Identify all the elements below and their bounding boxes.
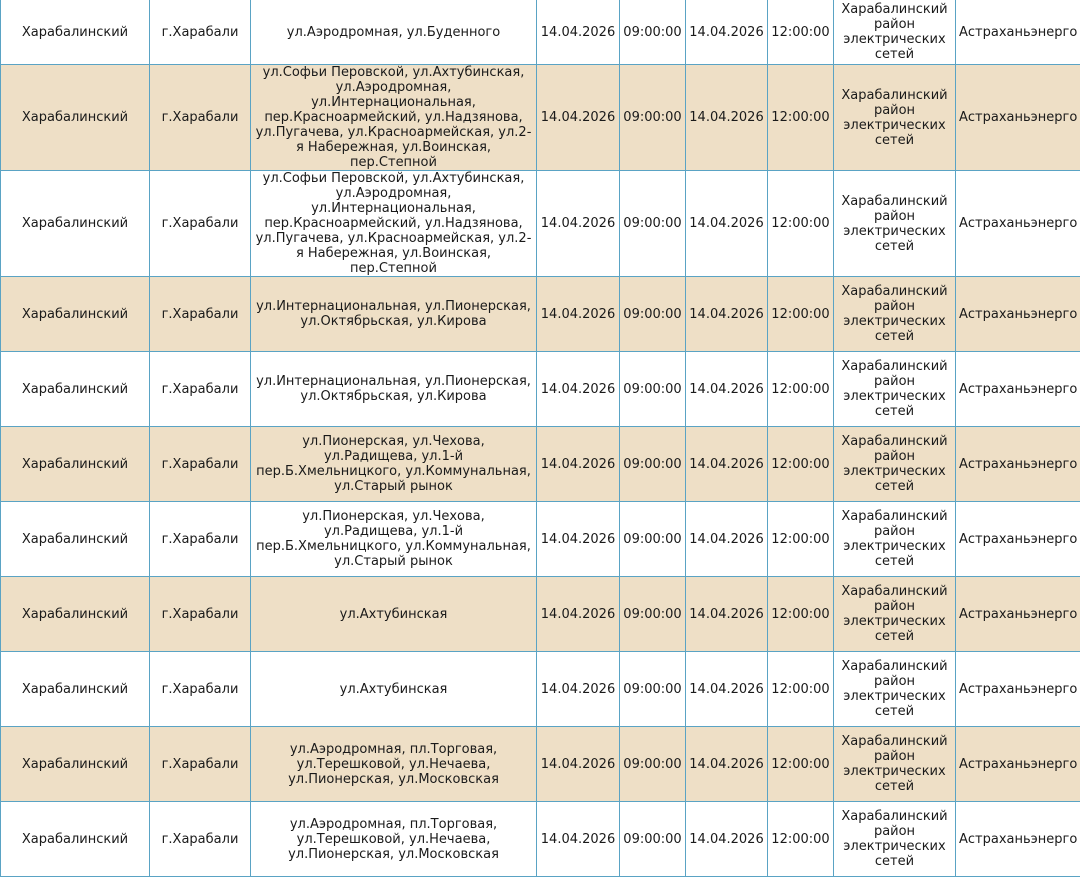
streets-cell: ул.Аэродромная, пл.Торговая, ул.Терешковой, ул.Нечаева, ул.Пионерская, ул.Московская — [251, 802, 537, 877]
table-row — [1, 171, 1080, 277]
town-cell: г.Харабали — [150, 0, 251, 65]
table-row — [1, 65, 1080, 171]
start-date-cell: 14.04.2026 — [537, 0, 620, 65]
start-time-cell: 09:00:00 — [620, 802, 686, 877]
streets-cell: ул.Софьи Перовской, ул.Ахтубинская, ул.Аэродромная, ул.Интернациональная, пер.Красноармейский, ул.Надзянова, ул.Пугачева, ул.Красноармейская, ул.2-я Набережная, ул.Воинская, пер.Степной — [251, 171, 537, 277]
start-date-cell: 14.04.2026 — [537, 802, 620, 877]
start-time-cell: 09:00:00 — [620, 171, 686, 277]
streets-cell: ул.Аэродромная, пл.Торговая, ул.Терешковой, ул.Нечаева, ул.Пионерская, ул.Московская — [251, 727, 537, 802]
end-time-cell: 12:00:00 — [768, 577, 834, 652]
table-row — [1, 727, 1080, 802]
end-time-cell: 12:00:00 — [768, 652, 834, 727]
start-time-cell: 09:00:00 — [620, 0, 686, 65]
start-time-cell: 09:00:00 — [620, 502, 686, 577]
outage-table-body — [1, 0, 1080, 877]
district-cell: Харабалинский — [1, 427, 150, 502]
streets-cell: ул.Ахтубинская — [251, 652, 537, 727]
end-date-cell: 14.04.2026 — [686, 171, 768, 277]
district-cell: Харабалинский — [1, 652, 150, 727]
end-date-cell: 14.04.2026 — [686, 65, 768, 171]
town-cell: г.Харабали — [150, 352, 251, 427]
table-row — [1, 277, 1080, 352]
end-time-cell: 12:00:00 — [768, 0, 834, 65]
organization-cell: Астраханьэнерго — [956, 427, 1080, 502]
start-date-cell: 14.04.2026 — [537, 277, 620, 352]
end-date-cell: 14.04.2026 — [686, 427, 768, 502]
end-time-cell: 12:00:00 — [768, 65, 834, 171]
end-date-cell: 14.04.2026 — [686, 352, 768, 427]
streets-cell: ул.Софьи Перовской, ул.Ахтубинская, ул.Аэродромная, ул.Интернациональная, пер.Красноармейский, ул.Надзянова, ул.Пугачева, ул.Красноармейская, ул.2-я Набережная, ул.Воинская, пер.Степной — [251, 65, 537, 171]
start-date-cell: 14.04.2026 — [537, 171, 620, 277]
streets-cell: ул.Пионерская, ул.Чехова, ул.Радищева, ул.1-й пер.Б.Хмельницкого, ул.Коммунальная, ул.Старый рынок — [251, 502, 537, 577]
end-time-cell: 12:00:00 — [768, 277, 834, 352]
end-date-cell: 14.04.2026 — [686, 652, 768, 727]
district-cell: Харабалинский — [1, 65, 150, 171]
district-cell: Харабалинский — [1, 277, 150, 352]
table-row — [1, 352, 1080, 427]
network-cell: Харабалинский район электрических сетей — [834, 652, 956, 727]
start-date-cell: 14.04.2026 — [537, 502, 620, 577]
start-time-cell: 09:00:00 — [620, 65, 686, 171]
town-cell: г.Харабали — [150, 577, 251, 652]
network-cell: Харабалинский район электрических сетей — [834, 502, 956, 577]
district-cell: Харабалинский — [1, 802, 150, 877]
town-cell: г.Харабали — [150, 802, 251, 877]
district-cell: Харабалинский — [1, 727, 150, 802]
organization-cell: Астраханьэнерго — [956, 652, 1080, 727]
table-row — [1, 427, 1080, 502]
start-time-cell: 09:00:00 — [620, 577, 686, 652]
start-date-cell: 14.04.2026 — [537, 727, 620, 802]
streets-cell: ул.Интернациональная, ул.Пионерская, ул.Октябрьская, ул.Кирова — [251, 352, 537, 427]
town-cell: г.Харабали — [150, 65, 251, 171]
streets-cell: ул.Ахтубинская — [251, 577, 537, 652]
end-date-cell: 14.04.2026 — [686, 802, 768, 877]
end-date-cell: 14.04.2026 — [686, 577, 768, 652]
table-row — [1, 0, 1080, 65]
organization-cell: Астраханьэнерго — [956, 277, 1080, 352]
organization-cell: Астраханьэнерго — [956, 502, 1080, 577]
end-time-cell: 12:00:00 — [768, 802, 834, 877]
table-row — [1, 652, 1080, 727]
start-date-cell: 14.04.2026 — [537, 65, 620, 171]
start-date-cell: 14.04.2026 — [537, 352, 620, 427]
start-date-cell: 14.04.2026 — [537, 427, 620, 502]
network-cell: Харабалинский район электрических сетей — [834, 727, 956, 802]
start-time-cell: 09:00:00 — [620, 427, 686, 502]
district-cell: Харабалинский — [1, 171, 150, 277]
start-time-cell: 09:00:00 — [620, 727, 686, 802]
town-cell: г.Харабали — [150, 277, 251, 352]
start-date-cell: 14.04.2026 — [537, 577, 620, 652]
district-cell: Харабалинский — [1, 502, 150, 577]
table-row — [1, 502, 1080, 577]
organization-cell: Астраханьэнерго — [956, 171, 1080, 277]
organization-cell: Астраханьэнерго — [956, 577, 1080, 652]
end-time-cell: 12:00:00 — [768, 427, 834, 502]
start-time-cell: 09:00:00 — [620, 277, 686, 352]
network-cell: Харабалинский район электрических сетей — [834, 277, 956, 352]
end-time-cell: 12:00:00 — [768, 727, 834, 802]
town-cell: г.Харабали — [150, 171, 251, 277]
end-time-cell: 12:00:00 — [768, 171, 834, 277]
end-time-cell: 12:00:00 — [768, 352, 834, 427]
organization-cell: Астраханьэнерго — [956, 727, 1080, 802]
network-cell: Харабалинский район электрических сетей — [834, 802, 956, 877]
start-time-cell: 09:00:00 — [620, 352, 686, 427]
organization-cell: Астраханьэнерго — [956, 0, 1080, 65]
district-cell: Харабалинский — [1, 577, 150, 652]
end-date-cell: 14.04.2026 — [686, 0, 768, 65]
streets-cell: ул.Аэродромная, ул.Буденного — [251, 0, 537, 65]
network-cell: Харабалинский район электрических сетей — [834, 171, 956, 277]
organization-cell: Астраханьэнерго — [956, 802, 1080, 877]
start-date-cell: 14.04.2026 — [537, 652, 620, 727]
district-cell: Харабалинский — [1, 352, 150, 427]
organization-cell: Астраханьэнерго — [956, 65, 1080, 171]
organization-cell: Астраханьэнерго — [956, 352, 1080, 427]
network-cell: Харабалинский район электрических сетей — [834, 577, 956, 652]
table-row — [1, 802, 1080, 877]
network-cell: Харабалинский район электрических сетей — [834, 352, 956, 427]
town-cell: г.Харабали — [150, 502, 251, 577]
end-date-cell: 14.04.2026 — [686, 502, 768, 577]
table-row — [1, 577, 1080, 652]
town-cell: г.Харабали — [150, 652, 251, 727]
district-cell: Харабалинский — [1, 0, 150, 65]
network-cell: Харабалинский район электрических сетей — [834, 0, 956, 65]
network-cell: Харабалинский район электрических сетей — [834, 427, 956, 502]
start-time-cell: 09:00:00 — [620, 652, 686, 727]
town-cell: г.Харабали — [150, 427, 251, 502]
streets-cell: ул.Интернациональная, ул.Пионерская, ул.Октябрьская, ул.Кирова — [251, 277, 537, 352]
network-cell: Харабалинский район электрических сетей — [834, 65, 956, 171]
end-time-cell: 12:00:00 — [768, 502, 834, 577]
end-date-cell: 14.04.2026 — [686, 727, 768, 802]
streets-cell: ул.Пионерская, ул.Чехова, ул.Радищева, ул.1-й пер.Б.Хмельницкого, ул.Коммунальная, ул.Старый рынок — [251, 427, 537, 502]
town-cell: г.Харабали — [150, 727, 251, 802]
end-date-cell: 14.04.2026 — [686, 277, 768, 352]
